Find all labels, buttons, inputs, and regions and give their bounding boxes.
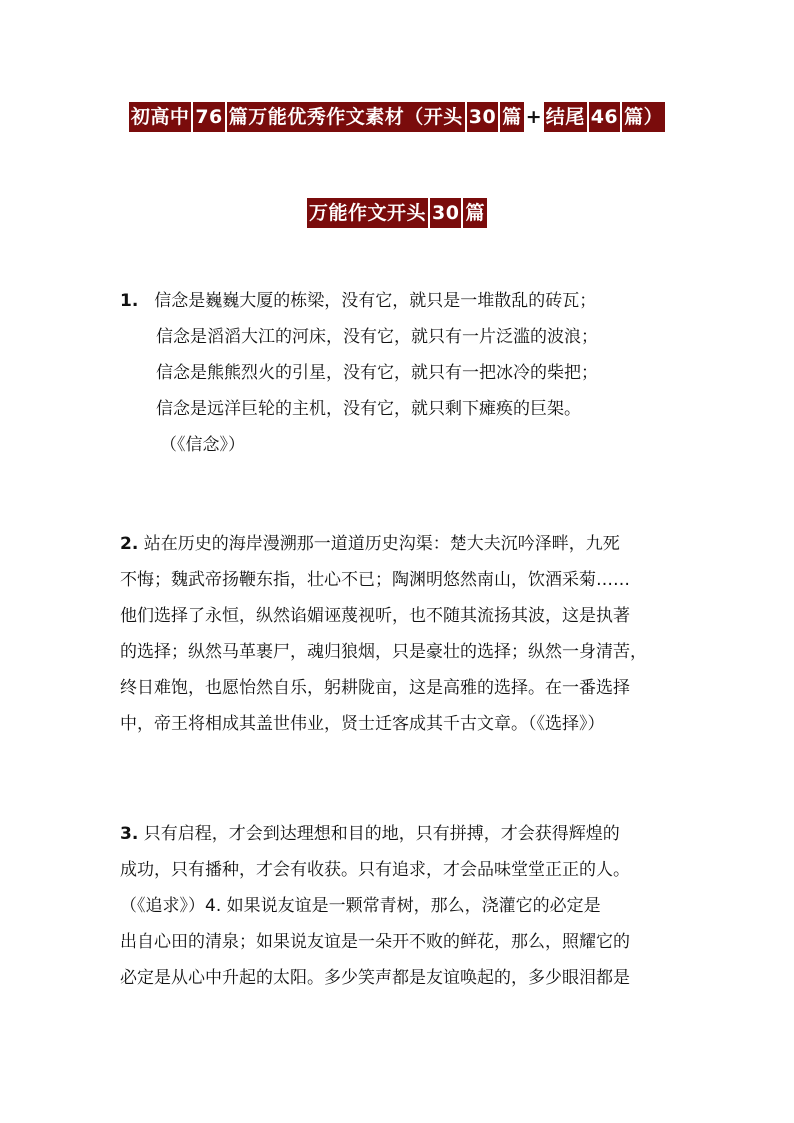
title-segment: 76 [193,102,224,132]
entry-number: 2. [120,534,139,554]
main-title [0,102,794,132]
heading-segment: 篇 [463,198,487,228]
title-segment: 30 [467,102,498,132]
entry-line [120,283,680,319]
title-segment: 结尾 [544,102,587,132]
heading-segment: 万能作文开头 [307,198,428,228]
entry-source: （《信念》） [160,435,245,455]
entry-line: 成功，只有播种，才会有收获。只有追求，才会品味堂堂正正的人。 [120,860,630,880]
entry-line: 信念是远洋巨轮的主机，没有它，就只剩下瘫痪的巨架。 [156,399,581,419]
entry-line: 信念是熊熊烈火的引星，没有它，就只有一把冰冷的柴把； [156,363,598,383]
heading-segment: 30 [430,198,461,228]
entry-text: 只有启程，才会到达理想和目的地，只有拼搏，才会获得辉煌的 [143,824,620,844]
entry-line: 信念是滔滔大江的河床，没有它，就只有一片泛滥的波浪； [156,327,598,347]
entry-3 [120,816,680,996]
entry-line: 不悔；魏武帝扬鞭东指，壮心不已；陶渊明悠然南山，饮酒采菊…… [120,570,630,590]
entry-line [120,816,680,852]
title-segment: 篇） [622,102,665,132]
title-segment: 篇万能优秀作文素材（开头 [227,102,465,132]
entry-line: 终日难饱，也愿怡然自乐，躬耕陇亩，这是高雅的选择。在一番选择 [120,678,630,698]
entry-line: 必定是从心中升起的太阳。多少笑声都是友谊唤起的，多少眼泪都是 [120,968,630,988]
title-segment: 初高中 [129,102,192,132]
entry-line: 他们选择了永恒，纵然谄媚诬蔑视听，也不随其流扬其波，这是执著 [120,606,630,626]
section-heading [0,198,794,228]
title-segment: 篇 [500,102,524,132]
entry-text: 站在历史的海岸漫溯那一道道历史沟渠：楚大夫沉吟泽畔，九死 [143,534,620,554]
entry-2 [120,526,680,742]
title-segment: 46 [589,102,620,132]
entry-line: （《追求》）4. 如果说友谊是一颗常青树，那么，浇灌它的必定是 [120,896,601,916]
entry-line: 中，帝王将相成其盖世伟业，贤士迁客成其千古文章。（《选择》） [120,714,605,734]
entry-line: 的选择；纵然马革裹尸，魂归狼烟，只是豪壮的选择；纵然一身清苦， [120,642,647,662]
title-segment: + [525,106,542,128]
entry-text: 信念是巍巍大厦的栋梁，没有它，就只是一堆散乱的砖瓦； [154,291,597,311]
entry-line [120,526,680,562]
entry-1 [120,283,680,463]
entry-number: 3. [120,824,139,844]
entry-line: 出自心田的清泉；如果说友谊是一朵开不败的鲜花，那么，照耀它的 [120,932,630,952]
entry-number: 1. [120,291,139,311]
